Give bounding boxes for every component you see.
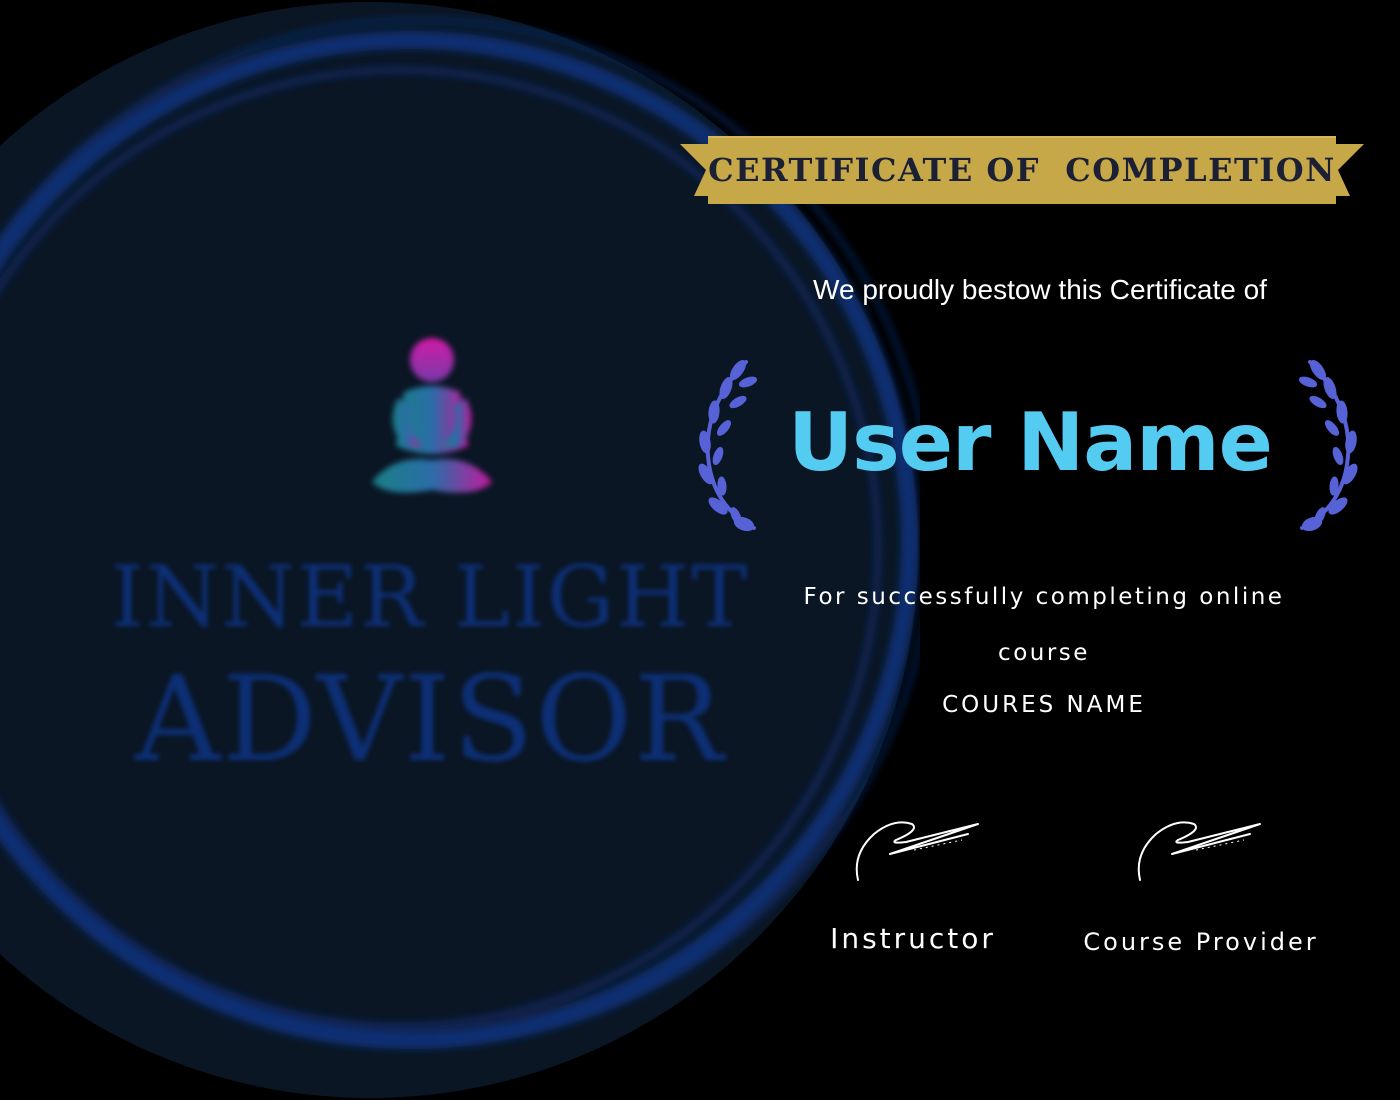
completion-reason-line1: For successfully completing online (803, 584, 1285, 610)
completion-reason-line2: course (998, 640, 1090, 666)
meditating-person-icon (364, 336, 498, 506)
certificate-title: CERTIFICATE OF COMPLETION (708, 151, 1336, 189)
bestow-text: We proudly bestow this Certificate of (813, 274, 1267, 305)
logo-text-line2: ADVISOR (135, 650, 725, 788)
logo-text-line1: INNER LIGHT (110, 548, 750, 646)
recipient-name: User Name (788, 396, 1272, 489)
instructor-label: Instructor (830, 922, 996, 955)
laurel-left-icon (694, 356, 760, 534)
instructor-signature (850, 810, 980, 886)
course-name: COURES NAME (942, 692, 1146, 718)
provider-signature (1132, 810, 1262, 886)
laurel-right-icon (1296, 356, 1362, 534)
provider-label: Course Provider (1083, 928, 1319, 956)
title-ribbon (680, 136, 1364, 204)
